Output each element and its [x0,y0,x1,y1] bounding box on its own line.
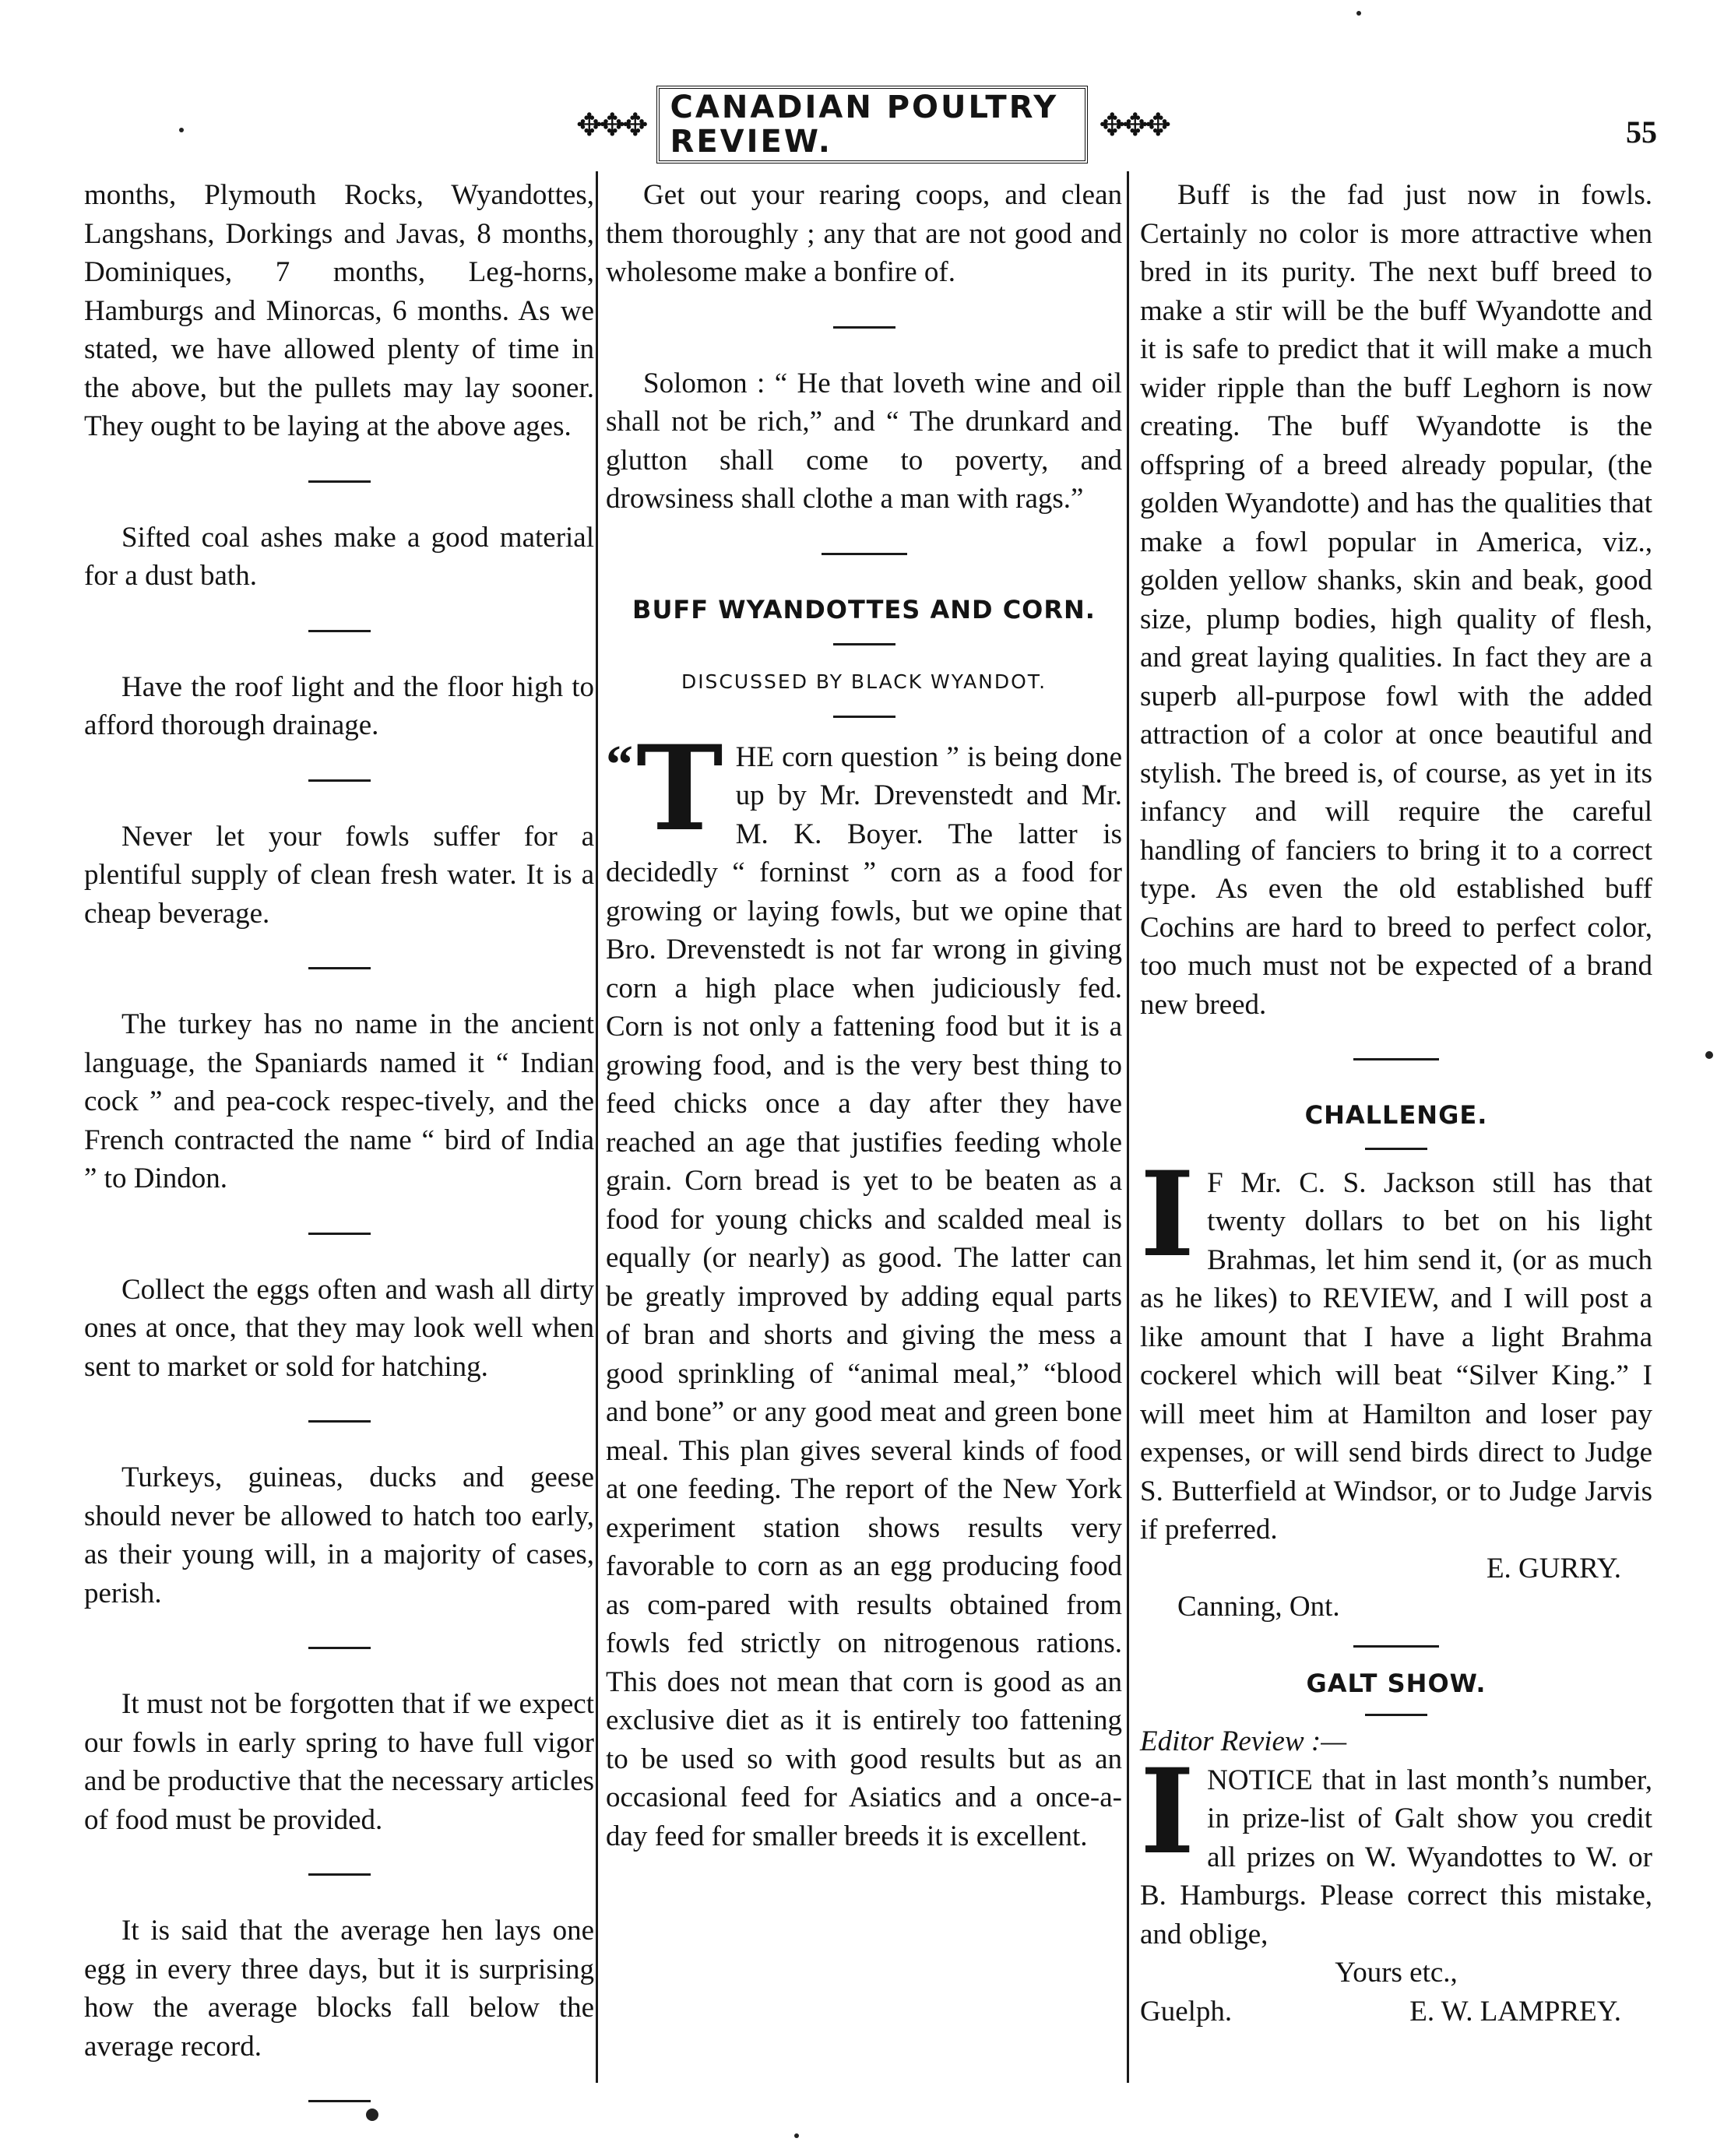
signature-row [1140,1992,1652,2031]
separator-rule [308,1873,371,1876]
challenge-place: Canning, Ont. [1177,1591,1340,1623]
challenge-text: F Mr. C. S. Jackson still has that twenty dollars to bet on his light Brahmas, let him send it, (or as much as he likes) to REVIEW, and I will post a like amount that I have a light Brahma cockerel which will beat “Silver King.” I will meet him at Hamilton and loser pay expenses, or will send birds direct to Judge S. Butterfield at Windsor, or to Judge Jarvis if preferred. [1140,1166,1652,1546]
drop-cap: T [636,719,723,857]
separator-rule [308,967,371,969]
open-quote: “ [606,734,633,795]
article-text: HE corn question ” is being done up by Mr. Drevenstedt and Mr. M. K. Boyer. The latter is decidedly “ forninst ” corn as a food for growing or laying fowls, but we opine that Bro. Drevenstedt is not far wrong in giving corn a high place when judiciously fed. Corn is not only a fattening food but it is a growing food, and is the very best thing to feed chicks once a day after they have reached an age that justifies feeding whole grain. Corn bread is yet to be beaten as a food for young chicks and scalded meal is equally (or nearly) as good. The latter can be greatly improved by adding equal parts of bran and shorts and giving the mess a good sprinkling of “animal meal,” “blood and bone” or any good meat and green bone meal. This plan gives several kinds of food at one feeding. The report of the New York experiment station shows results very favorable to corn as an egg producing food as com-pared with results obtained from fowls fed strictly on nitrogenous rations. This does not mean that corn is good as an exclusive diet as it is entirely too fattening to be used so with good results but as an occasional feed for Asiatics and a once-a-day feed for smaller breeds it is excellent. [606,740,1122,1852]
challenge-heading: CHALLENGE. [1304,1100,1488,1130]
page-number: 55 [1626,114,1657,149]
speck-dot [794,2133,799,2138]
challenge-body [1140,1145,1652,1549]
separator-rule [308,1233,371,1235]
article-body [606,719,1122,1856]
galt-text: NOTICE that in last month’s number, in prize-list of Galt show you credit all prizes on W. Wyandottes to W. or B. Hamburgs. Please correct this mistake, and oblige, [1140,1764,1652,1950]
separator-rule [308,2100,371,2102]
paragraph: Never let your fowls suffer for a plentiful supply of clean fresh water. It is a cheap beverage. [84,820,594,930]
ornament-left-icon: ✥✥✥ [576,107,646,142]
closing: Yours etc., [1335,1957,1458,1989]
paragraph: Collect the eggs often and wash all dirty ones at once, that they may look well when sent to market or sold for hatching. [84,1273,594,1383]
separator-rule [822,553,907,555]
letter-signature: E. W. LAMPREY. [1409,1995,1621,2028]
separator-rule [308,779,371,782]
article-byline: DISCUSSED BY BLACK WYANDOT. [681,670,1047,693]
paragraph: It must not be forgotten that if we expect our fowls in early spring to have full vigor and be productive that the necessary articles of food must be provided. [84,1688,594,1836]
speck-dot [1356,11,1361,16]
separator-rule [308,1647,371,1649]
separator-rule [1365,1148,1427,1150]
speck-dot [179,128,184,132]
separator-rule [833,716,895,718]
separator-rule [833,643,895,645]
article-heading: BUFF WYANDOTTES AND CORN. [632,594,1096,624]
ornament-right-icon: ✥✥✥ [1099,107,1168,142]
challenge-signature: E. GURRY. [1486,1552,1621,1584]
masthead-title: CANADIAN POULTRY REVIEW. [656,86,1089,164]
paragraph: Get out your rearing coops, and clean them thoroughly ; any that are not good and wholesome make a bonfire of. [606,179,1122,288]
separator-rule [308,1420,371,1423]
column-rule [596,171,598,2083]
paragraph: Have the roof light and the floor high to afford thorough drainage. [84,670,594,741]
column-1 [84,176,594,2076]
paragraph: Solomon : “ He that loveth wine and oil shall not be rich,” and “ The drunkard and glutton shall come to poverty, and drowsiness shall clothe a man with rags.” [606,367,1122,515]
galt-body [1140,1743,1652,1954]
galt-heading: GALT SHOW. [1306,1668,1487,1698]
paragraph: months, Plymouth Rocks, Wyandottes, Langshans, Dorkings and Javas, 8 months, Dominiques, 7 months, Leg-horns, Hamburgs and Minorcas, 6 months. As we stated, we have allowed plenty of time in the above, but the pullets may lay sooner. They ought to be laying at the above ages. [84,179,594,442]
column-2 [606,176,1122,2076]
paragraph: The turkey has no name in the ancient language, the Spaniards named it “ Indian cock ” and pea-cock respec-tively, and the French contracted the name “ bird of India ” to Dindon. [84,1008,594,1194]
separator-rule [833,326,895,329]
drop-cap: I [1140,1145,1195,1283]
speck-dot [1705,1051,1713,1059]
separator-rule [1365,1714,1427,1716]
column-3 [1140,176,1652,2076]
salutation: Editor Review :— [1140,1725,1347,1757]
separator-rule [308,630,371,632]
separator-rule [308,480,371,483]
paragraph: It is said that the average hen lays one egg in every three days, but it is surprising how the average blocks fall below the average record. [84,1915,594,2063]
paragraph: Turkeys, guineas, ducks and geese should never be allowed to hatch too early, as their young will, in a majority of cases, perish. [84,1461,594,1609]
letter-place: Guelph. [1140,1995,1233,2028]
drop-cap: I [1140,1743,1195,1880]
speck-dot [366,2109,378,2121]
separator-rule [1353,1058,1439,1060]
separator-rule [1353,1645,1439,1648]
paragraph: Sifted coal ashes make a good material for a dust bath. [84,521,594,592]
paragraph: Buff is the fad just now in fowls. Certainly no color is more attractive when bred in its purity. The next buff breed to make a stir will be the buff Wyandotte and it is safe to predict that it will make a much wider ripple than the buff Leghorn is now creating. The buff Wyandotte is the offspring of a breed already popular, (the golden Wyandotte) and has the qualities that make a fowl popular in America, viz., golden yellow shanks, skin and beak, good size, plump bodies, high quality of flesh, and great laying qualities. In fact they are a superb all-purpose fowl with the added attraction of a color at once beautiful and stylish. The breed is, of course, as yet in its infancy and will require the careful handling of fanciers to bring it to a correct type. As even the old established buff Cochins are hard to breed to perfect color, too much must not be expected of a brand new breed. [1140,179,1652,1021]
column-rule [1127,171,1129,2083]
masthead [576,90,1168,160]
